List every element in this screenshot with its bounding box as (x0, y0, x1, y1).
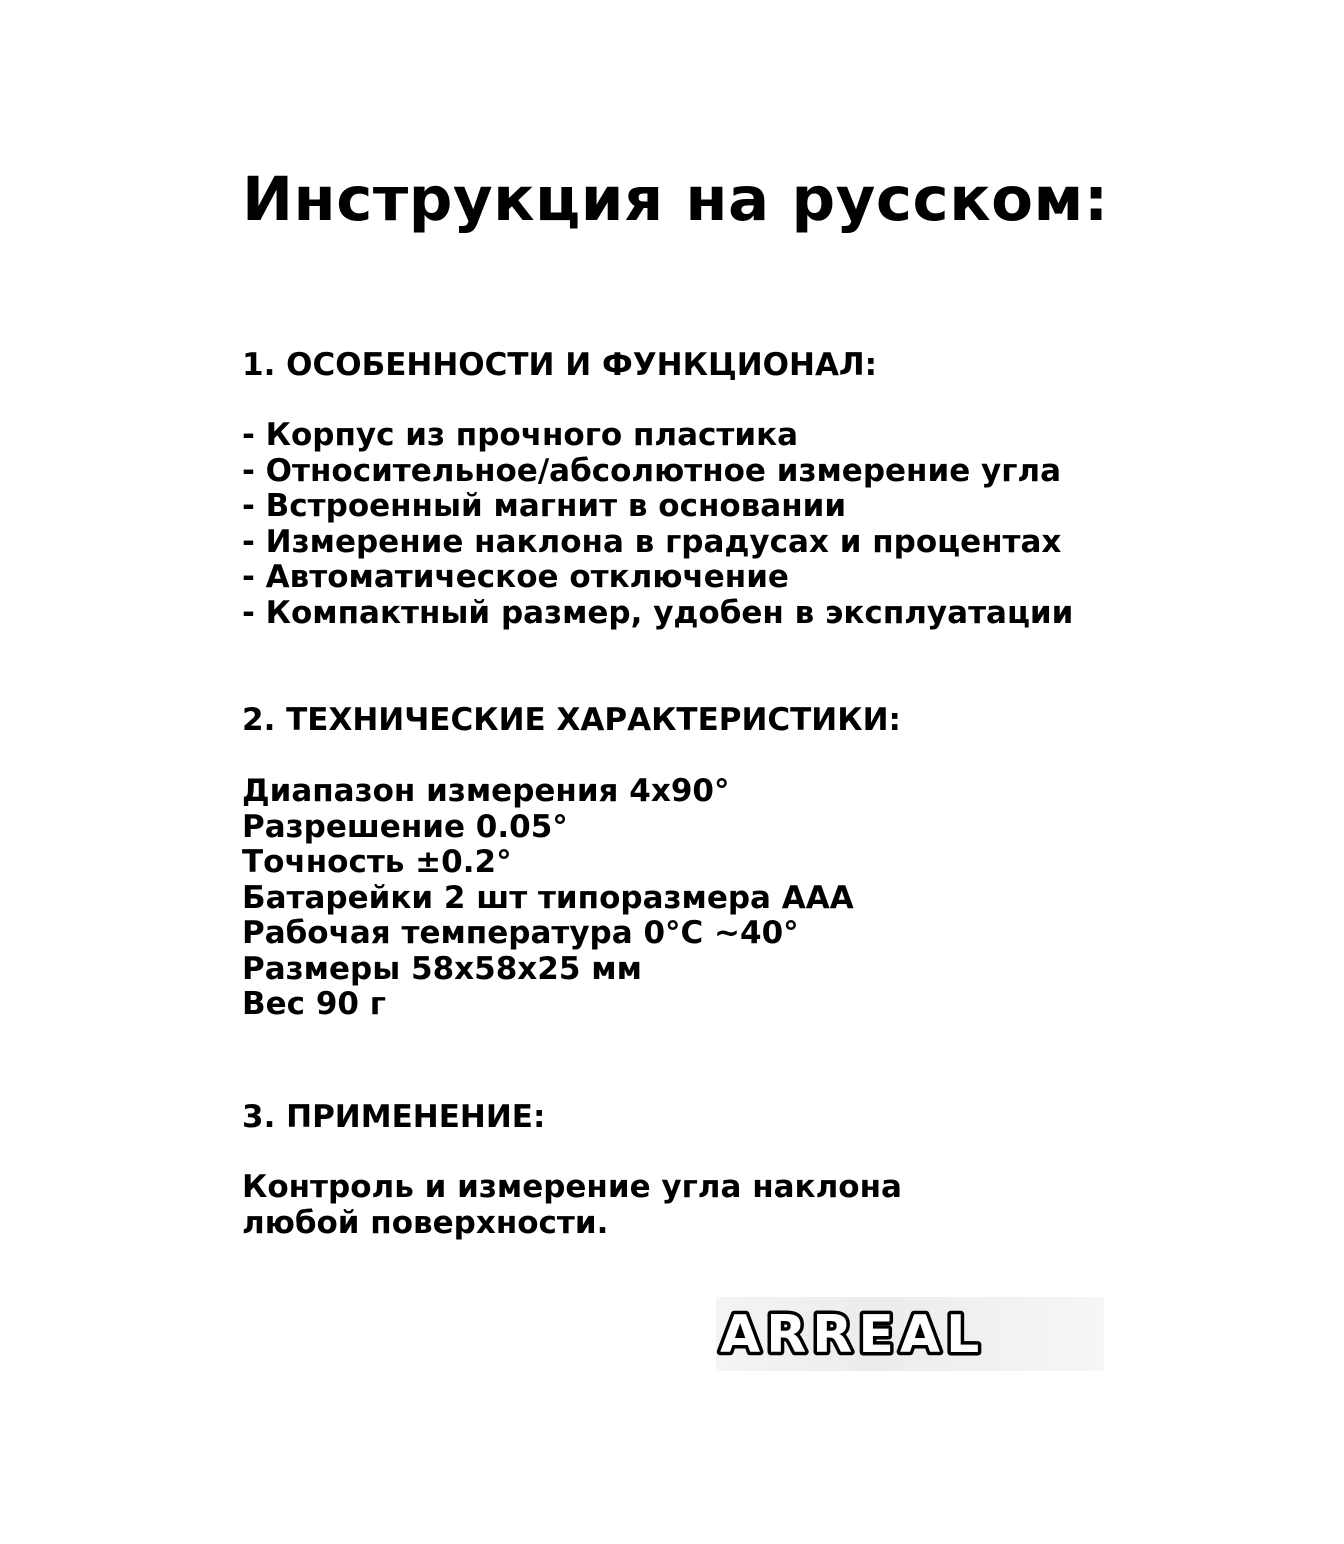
application-line: Контроль и измерение угла наклона (242, 1169, 902, 1205)
feature-item: - Встроенный магнит в основании (242, 488, 847, 524)
spec-item: Вес 90 г (242, 986, 386, 1022)
document-title: Инструкция на русском: (242, 164, 1109, 235)
spec-item: Рабочая температура 0°C ~40° (242, 915, 799, 951)
arreal-logo (716, 1297, 1104, 1371)
feature-item: - Автоматическое отключение (242, 559, 789, 595)
features-list (242, 418, 1073, 631)
specs-heading: 2. ТЕХНИЧЕСКИЕ ХАРАКТЕРИСТИКИ: (242, 702, 901, 738)
specs-list (242, 774, 854, 1023)
spec-item: Размеры 58x58x25 мм (242, 950, 642, 987)
feature-item: - Относительное/абсолютное измерение угла (242, 452, 1062, 489)
logo-text: ARREAL (720, 1305, 986, 1365)
application-heading: 3. ПРИМЕНЕНИЕ: (242, 1099, 546, 1135)
feature-item: - Корпус из прочного пластика (242, 417, 799, 453)
application-line: любой поверхности. (242, 1204, 609, 1241)
spec-item: Диапазон измерения 4x90° (242, 773, 730, 809)
feature-item: - Измерение наклона в градусах и процентах (242, 523, 1062, 560)
spec-item: Разрешение 0.05° (242, 808, 568, 845)
spec-item: Батарейки 2 шт типоразмера AAA (242, 879, 854, 916)
spec-item: Точность ±0.2° (242, 844, 512, 880)
arreal-logo-mark (716, 1297, 1104, 1371)
application-text (242, 1170, 902, 1241)
features-heading: 1. ОСОБЕННОСТИ И ФУНКЦИОНАЛ: (242, 347, 878, 383)
feature-item: - Компактный размер, удобен в эксплуатации (242, 594, 1074, 631)
